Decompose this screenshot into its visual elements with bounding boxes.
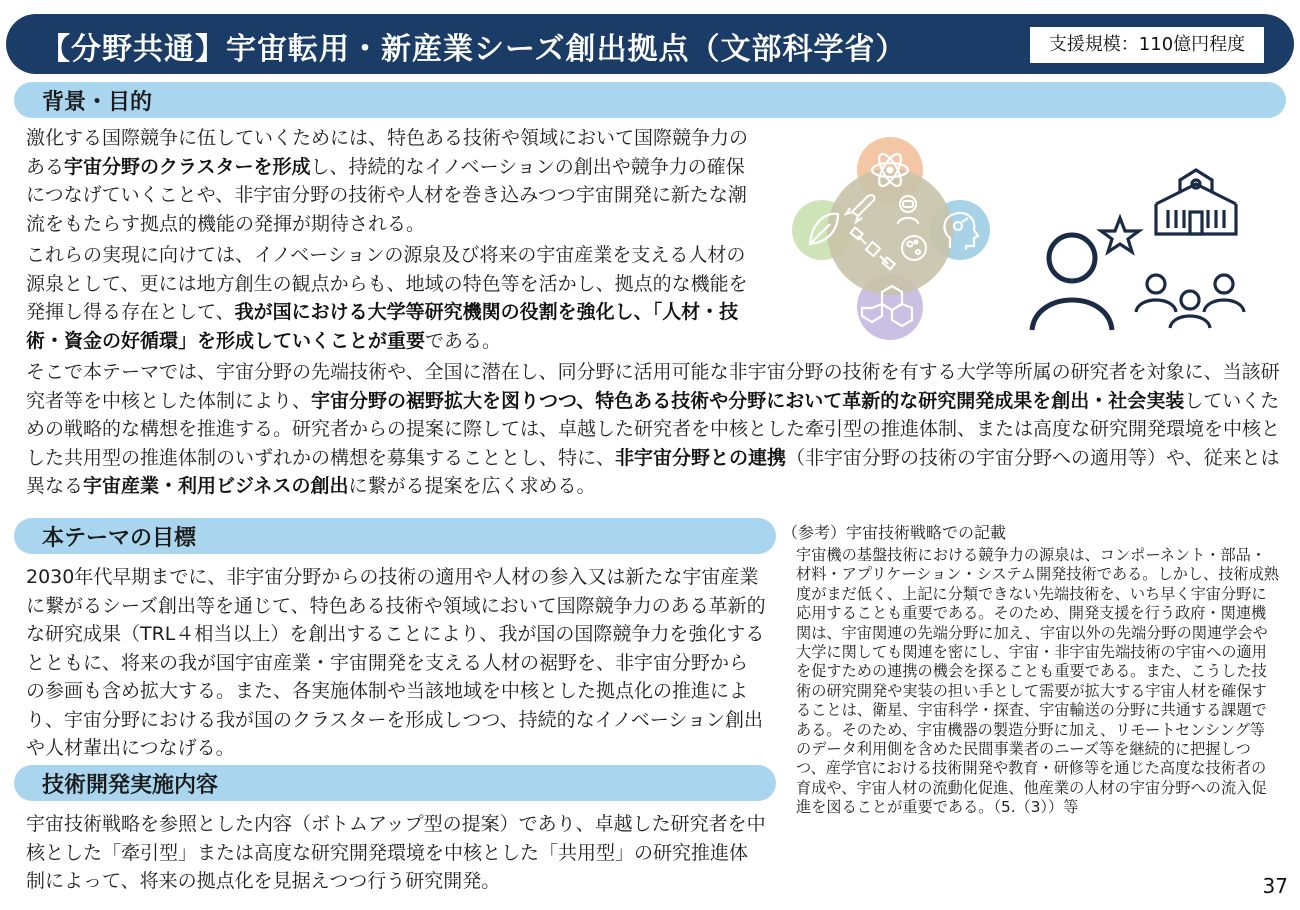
body-text: 激化する国際競争に伍していくためには、特色ある技術や領域において国際競争力のある — [26, 127, 749, 178]
emphasis-text: 我が国における大学等研究機関の役割を強化し、「人材・技術・資金の好循環」を形成していくことが重要 — [26, 301, 739, 352]
support-scale-badge: 支援規模：110億円程度 — [1030, 27, 1264, 63]
body-text: （非宇宙分野の技術の宇宙分野への適用等）や、従来とは異なる — [26, 446, 1280, 497]
body-text: し、持続的なイノベーションの創出や競争力の確保につなげていくことや、非宇宙分野の技術や人材を巻き込みつつ宇宙開発に新たな潮流をもたらす拠点的機能の発揮が期待される。 — [26, 155, 747, 235]
reference-body: 宇宙機の基盤技術における競争力の源泉は、コンポーネント・部品・材料・アプリケーション・システム開発技術である。しかし、技術成熟度がまだ低く、上記に分類できない先端技術を、いち早く宇宙分野に応用することも重要である。そのため、開発支援を行う政府・関連機関は、宇宙関連の先端分野に加え、宇宙以外の先端分野の関連学会や大学に関しても関連を密にし、宇宙・非宇宙先端技術の宇宙への適用を促すための連携の機会を探ることも重要である。また、こうした技術の研究開発や実装の担い手として需要が拡大する宇宙人材を確保することは、衛星、宇宙科学・探査、宇宙輸送の分野に共通する課題である。そのため、宇宙機器の製造分野に加え、リモートセンシング等のデータ利用側を含めた民間事業者のニーズ等を継続的に把握しつつ、産学官における技術開発や教育・研修等を通じた高度な技術者の育成や、宇宙人材の流動化促進、他産業の人材の宇宙分野への流入促進を図ることが重要である。（5.（3））等 — [796, 546, 1279, 817]
body-text: に繋がる提案を広く求める。 — [348, 475, 596, 497]
background-paragraph-3 — [26, 358, 1288, 501]
section-header-background — [14, 82, 1286, 118]
section-header-goal — [14, 518, 776, 554]
background-paragraph-2 — [26, 241, 754, 355]
person-icon — [1032, 235, 1112, 330]
section-title: 本テーマの目標 — [42, 526, 197, 551]
section-header-tech — [14, 765, 776, 801]
body-text: していくための戦略的な構想を推進する。研究者からの提案に際しては、卓越した研究者を中核とした牽引型の推進体制、または高度な研究開発環境を中核とした共用型の推進体制のいずれかの構想を募集することとし、特に、 — [26, 389, 1281, 469]
goal-paragraph — [26, 563, 766, 763]
body-text: そこで本テーマでは、宇宙分野の先端技術や、全国に潜在し、同分野に活用可能な非宇宙分野の技術を有する大学等所属の研究者を対象に、当該研究者等を中核とした体制により、 — [26, 361, 1280, 412]
body-text: である。 — [425, 329, 502, 352]
emphasis-text: 宇宙分野のクラスターを形成 — [64, 155, 311, 178]
emphasis-text: 宇宙分野の裾野拡大を図りつつ、特色ある技術や分野において革新的な研究開発成果を創出・社会実装 — [311, 389, 1185, 412]
group-icon — [1136, 275, 1244, 328]
school-building-icon — [1156, 170, 1236, 234]
page-number: 37 — [1262, 874, 1288, 898]
star-icon — [1101, 218, 1139, 252]
illustration — [790, 132, 1260, 347]
emphasis-text: 宇宙産業・利用ビジネスの創出 — [83, 475, 349, 497]
body-text: 宇宙技術戦略を参照とした内容（ボトムアップ型の提案）であり、卓越した研究者を中核とした「牽引型」または高度な研究開発環境を中核とした「共用型」の研究推進体制によって、将来の拠点化を見据えつつ行う研究開発。 — [26, 813, 766, 892]
title-bar — [6, 14, 1294, 74]
reference-heading: （参考）宇宙技術戦略での記載 — [782, 523, 1007, 542]
section-title: 技術開発実施内容 — [42, 773, 219, 798]
tech-paragraph — [26, 810, 766, 896]
body-text: これらの実現に向けては、イノベーションの源泉及び将来の宇宙産業を支える人材の源泉として、更には地方創生の観点からも、地域の特色等を活かし、拠点的な機能を発揮し得る存在として、 — [26, 244, 748, 323]
page-title: 【分野共通】宇宙転用・新産業シーズ創出拠点（文部科学省） — [40, 32, 907, 67]
body-text: 2030年代早期までに、非宇宙分野からの技術の適用や人材の参入又は新たな宇宙産業に繋がるシーズ創出等を通じて、特色ある技術や領域において国際競争力のある革新的な研究成果（TRL４相当以上）を創出することにより、我が国の国際競争力を強化するとともに、将来の我が国宇宙産業・宇宙開発を支える人材の裾野を、非宇宙分野からの参画も含め拡大する。また、各実施体制や当該地域を中核とした拠点化の推進により、宇宙分野における我が国のクラスターを形成しつつ、持続的なイノベーション創出や人材輩出につなげる。 — [26, 566, 766, 759]
center-circle — [827, 169, 953, 295]
emphasis-text: 非宇宙分野との連携 — [615, 446, 787, 469]
background-paragraph-1 — [26, 124, 754, 238]
section-title: 背景・目的 — [42, 90, 153, 115]
